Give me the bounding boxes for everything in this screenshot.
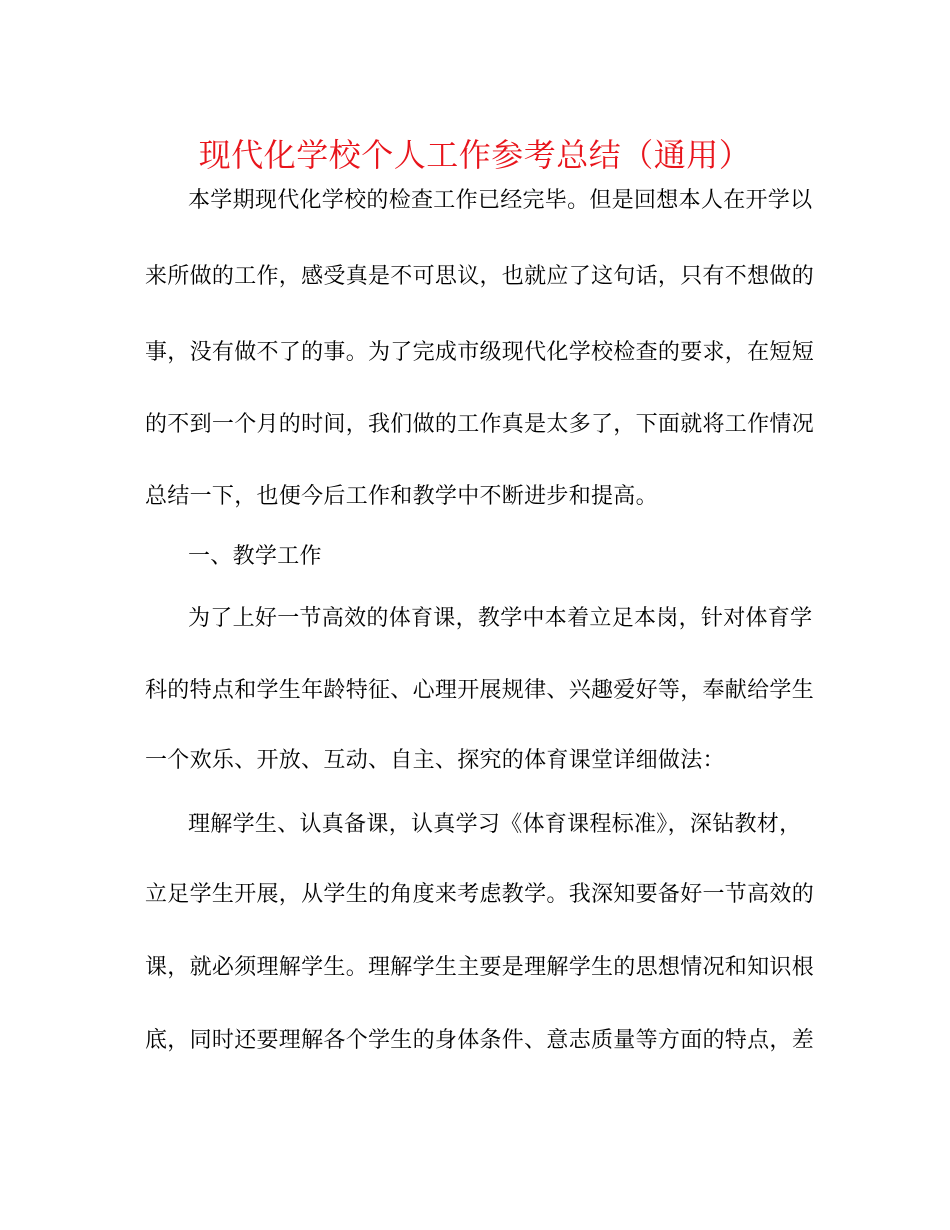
- document-title: 现代化学校个人工作参考总结（通用）: [198, 136, 752, 174]
- paragraph-line: 的不到一个月的时间，我们做的工作真是太多了，下面就将工作情况: [145, 412, 815, 437]
- paragraph-line: 为了上好一节高效的体育课，教学中本着立足本岗，针对体育学: [188, 606, 813, 631]
- paragraph-line: 课，就必须理解学生。理解学生主要是理解学生的思想情况和知识根: [145, 955, 815, 980]
- paragraph-line: 事，没有做不了的事。为了完成市级现代化学校检查的要求，在短短: [145, 340, 815, 365]
- paragraph-line: 底，同时还要理解各个学生的身体条件、意志质量等方面的特点，差: [145, 1028, 815, 1053]
- paragraph-line: 科的特点和学生年龄特征、心理开展规律、兴趣爱好等，奉献给学生: [145, 678, 815, 703]
- section-heading: 一、教学工作: [188, 544, 322, 569]
- paragraph-line: 理解学生、认真备课，认真学习《体育课程标准》，深钻教材，: [188, 812, 802, 837]
- paragraph-line: 本学期现代化学校的检查工作已经完毕。但是回想本人在开学以: [188, 188, 813, 213]
- paragraph-line: 来所做的工作，感受真是不可思议，也就应了这句话，只有不想做的: [145, 264, 815, 289]
- paragraph-line: 立足学生开展，从学生的角度来考虑教学。我深知要备好一节高效的: [145, 882, 815, 907]
- paragraph-line: 一个欢乐、开放、互动、自主、探究的体育课堂详细做法：: [145, 748, 725, 773]
- paragraph-line: 总结一下，也便今后工作和教学中不断进步和提高。: [145, 484, 658, 509]
